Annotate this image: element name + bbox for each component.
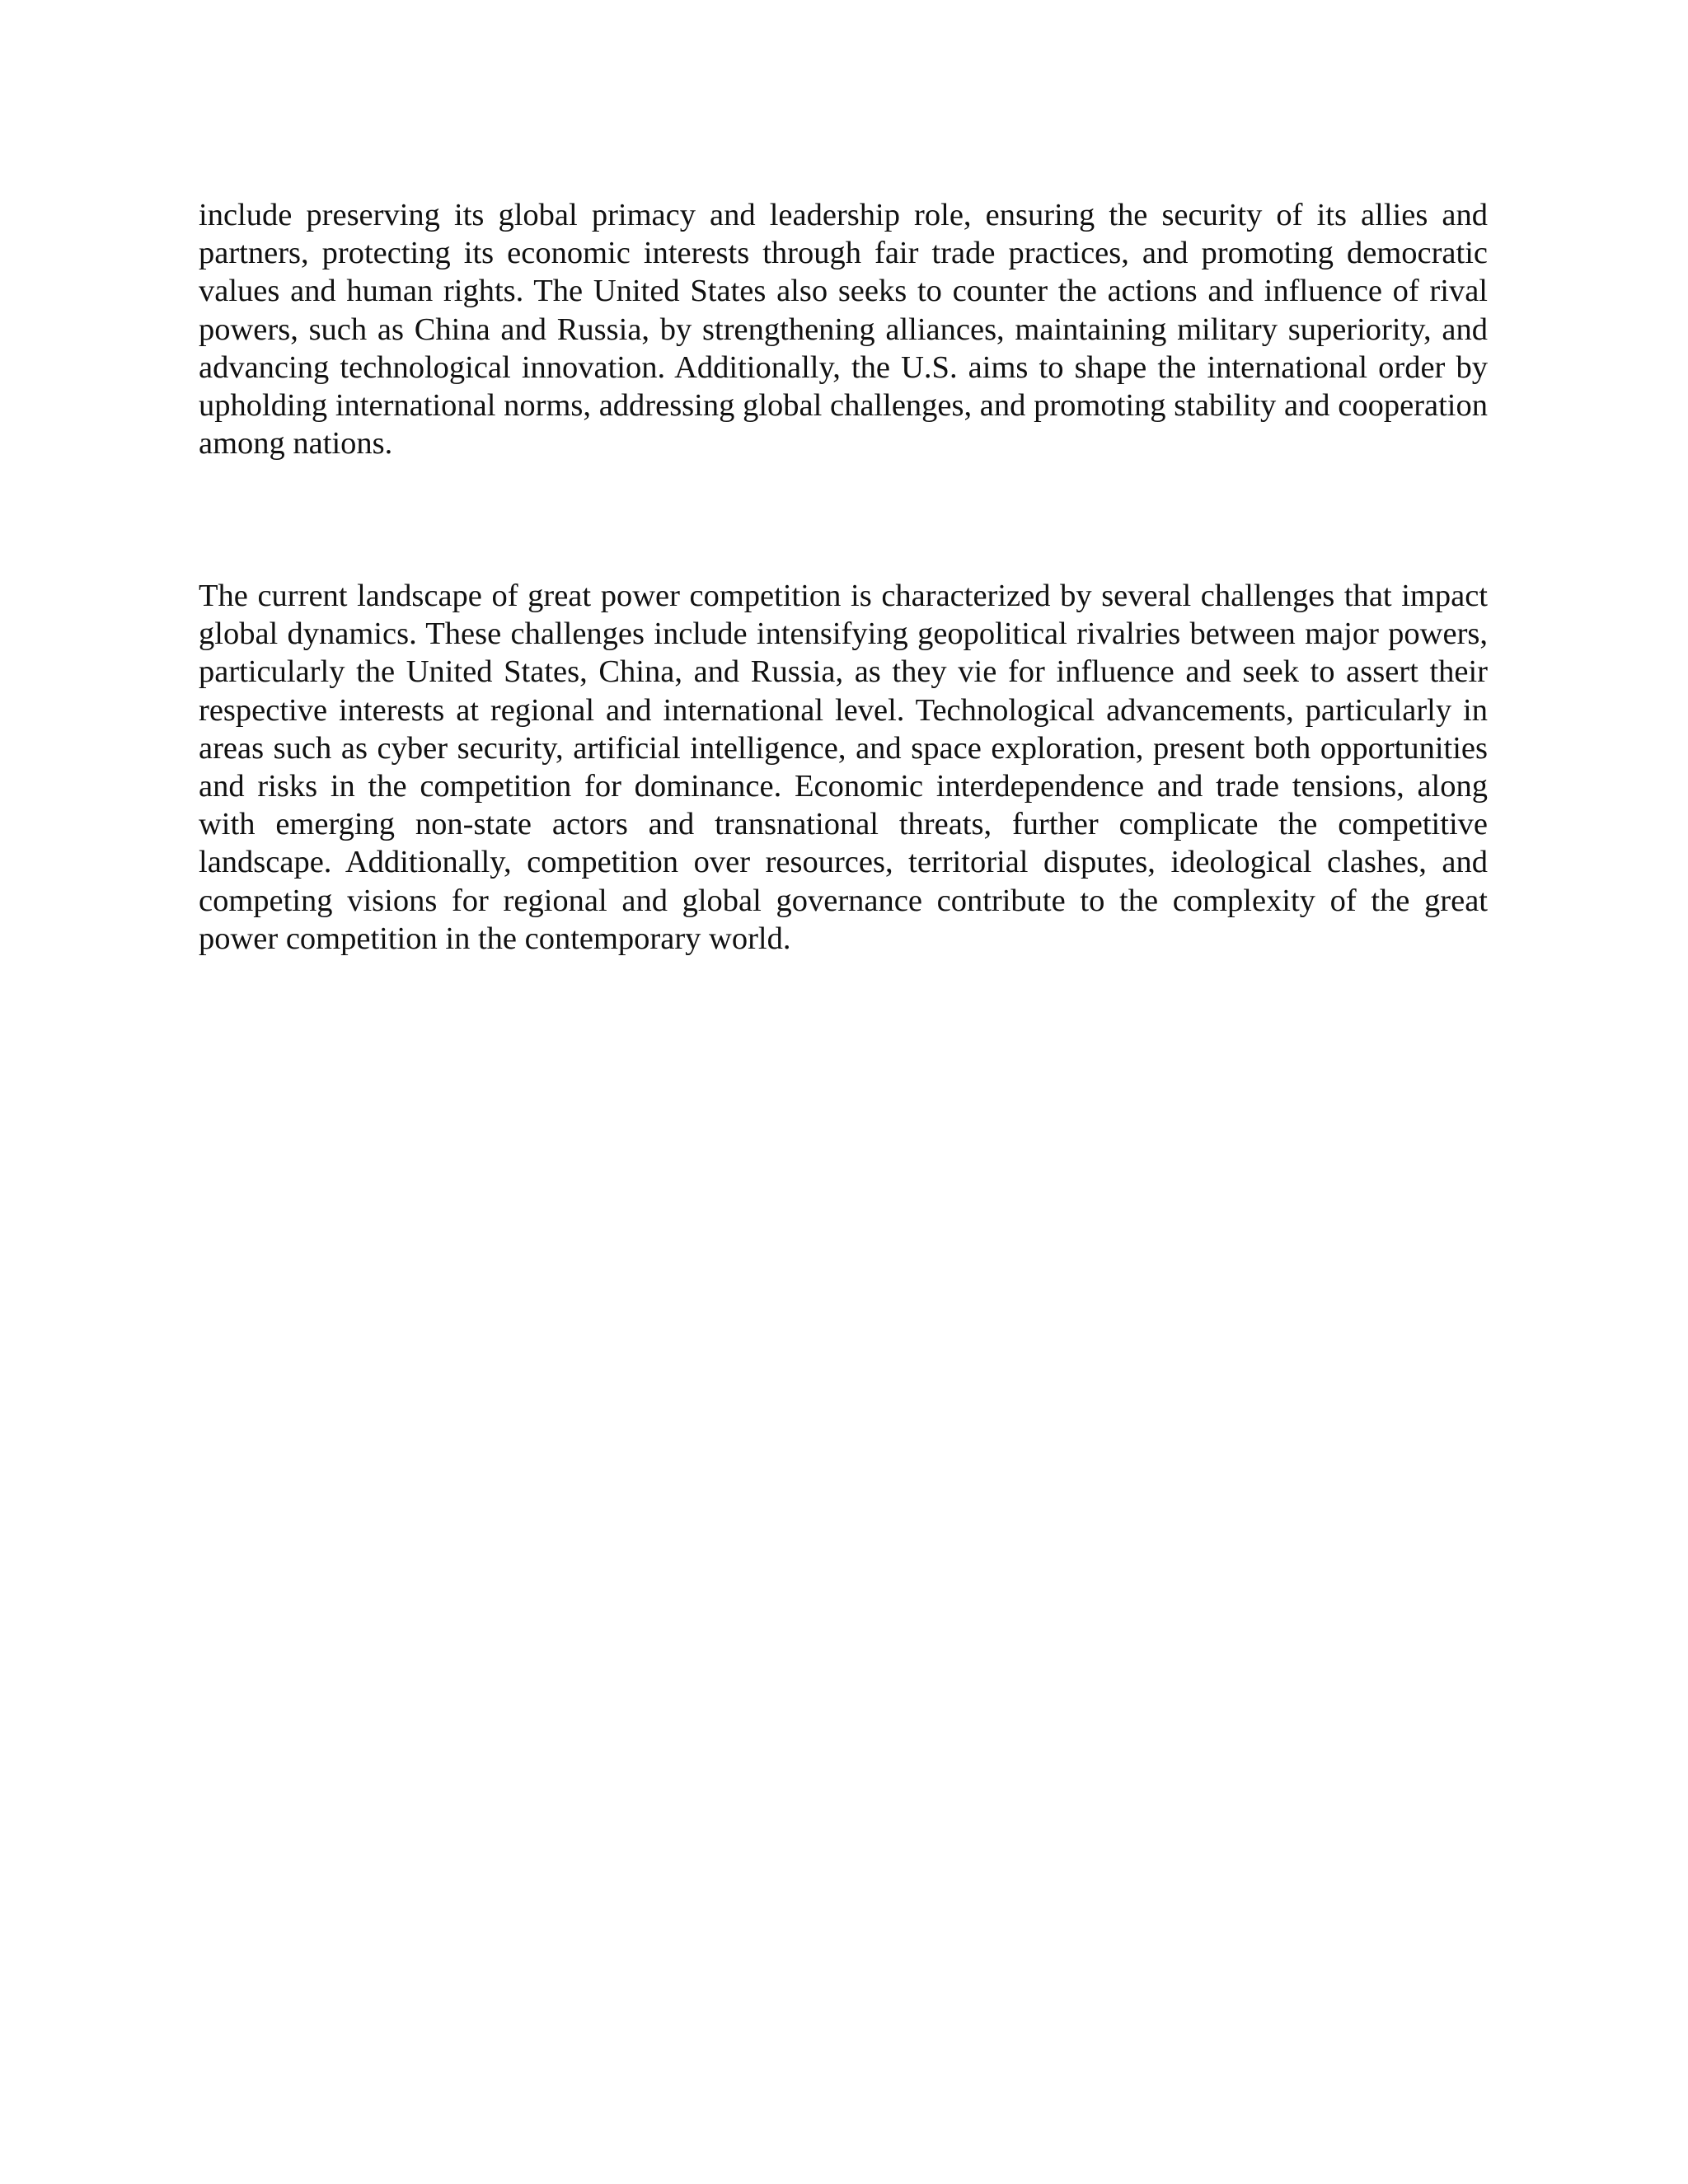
paragraph-us-interests: include preserving its global primacy and leadership role, ensuring the security of its allies and partners, protecting its economic interests through fair trade practices, and promoting democratic values and human rights. The United States also seeks to counter the actions and influence of rival powers, such as China and Russia, by strengthening alliances, maintaining military superiority, and advancing technological innovation. Additionally, the U.S. aims to shape the international order by upholding international norms, addressing global challenges, and promoting stability and cooperation among nations. (199, 198, 1488, 462)
paragraph-great-power-competition: The current landscape of great power competition is characterized by several challenges that impact global dynamics. These challenges include intensifying geopolitical rivalries between major powers, particularly the United States, China, and Russia, as they vie for influence and seek to assert their respective interests at regional and international level. Technological advancements, particularly in areas such as cyber security, artificial intelligence, and space exploration, present both opportunities and risks in the competition for dominance. Economic interdependence and trade tensions, along with emerging non-state actors and transnational threats, further complicate the competitive landscape. Additionally, competition over resources, territorial disputes, ideological clashes, and competing visions for regional and global governance contribute to the complexity of the great power competition in the contemporary world. (199, 579, 1488, 956)
